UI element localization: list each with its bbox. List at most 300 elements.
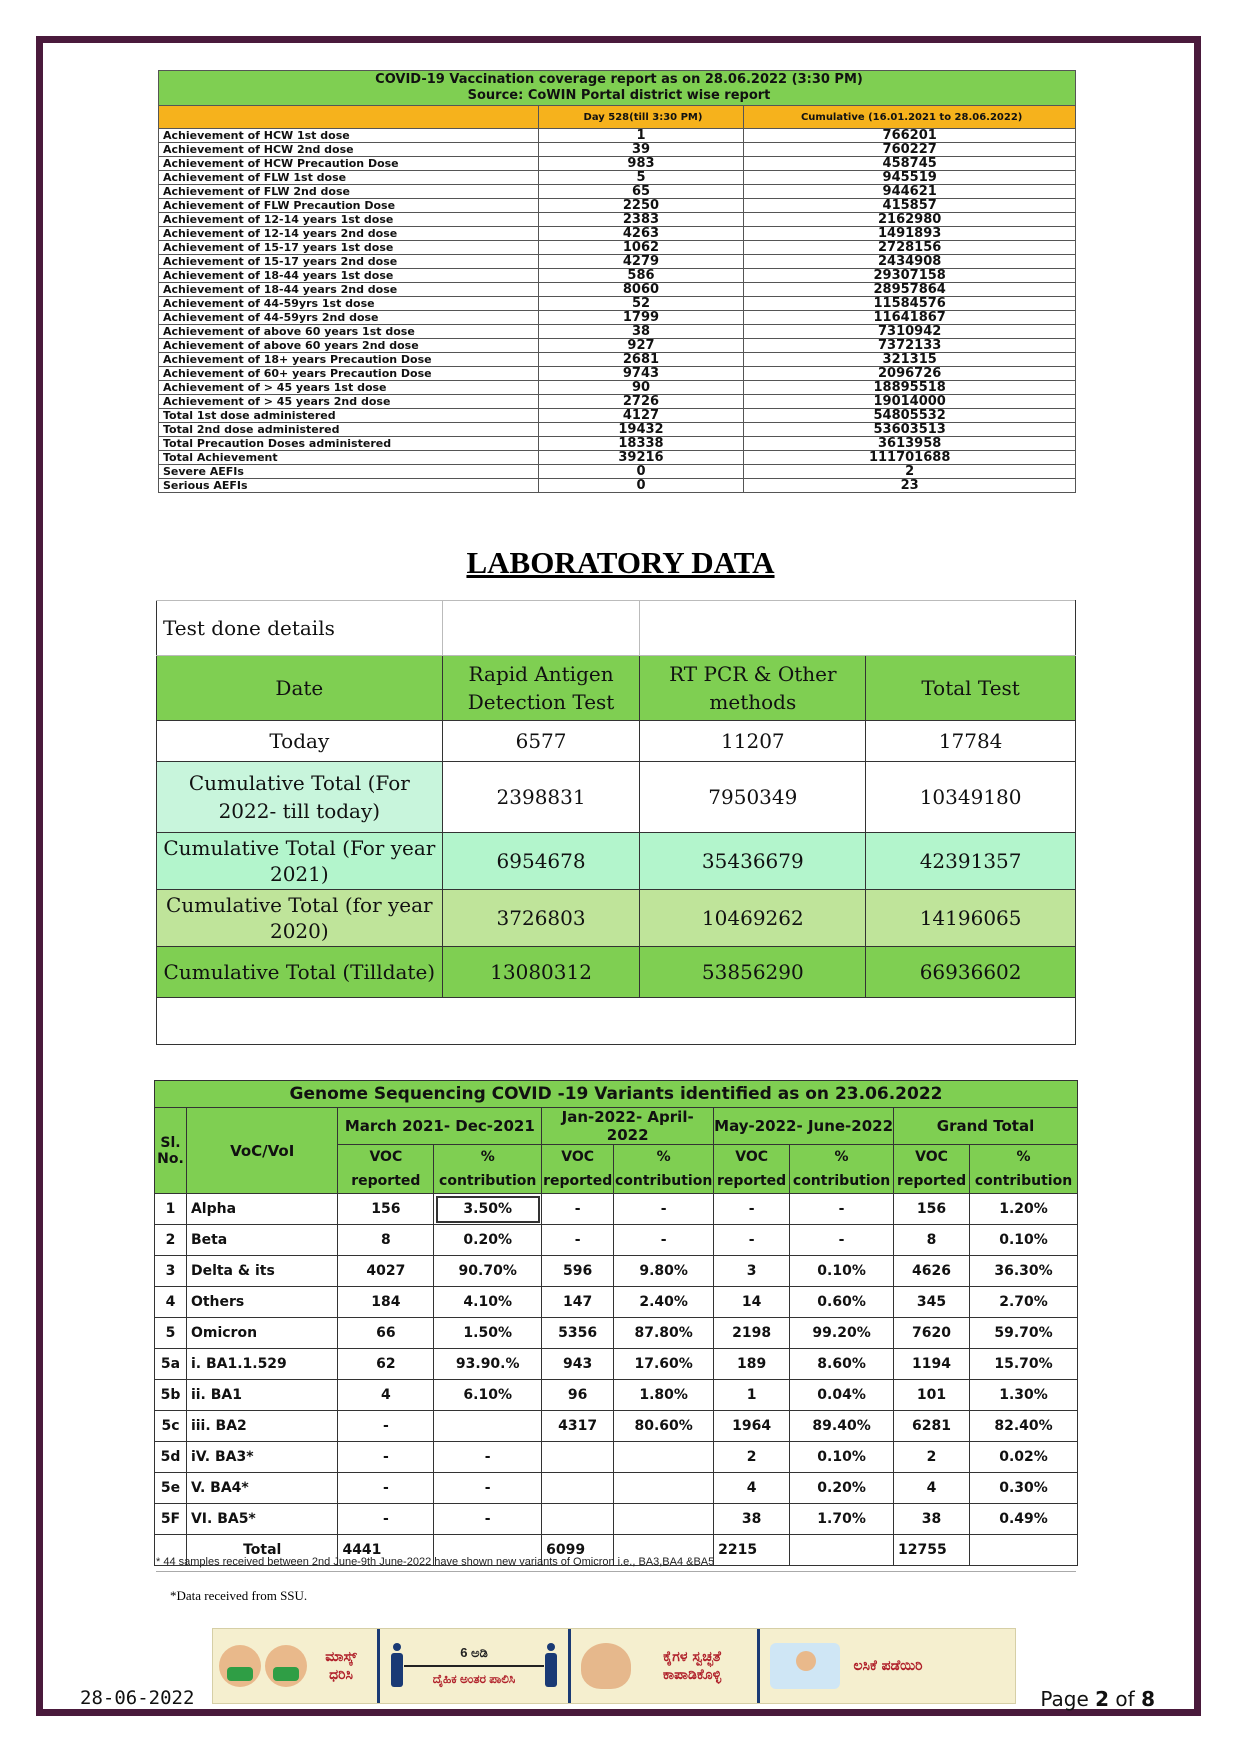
genome-period-1: March 2021- Dec-2021 — [338, 1108, 542, 1145]
genome-voc-value: 62 — [338, 1349, 434, 1380]
genome-variant-name: i. BA1.1.529 — [186, 1349, 338, 1380]
vaccination-label: Achievement of HCW 1st dose — [159, 129, 539, 143]
genome-variant-name: Beta — [186, 1225, 338, 1256]
genome-row — [155, 1256, 1078, 1287]
genome-voc-value: 4027 — [338, 1256, 434, 1287]
vaccination-title-row — [159, 71, 1076, 106]
genome-pct-value — [614, 1504, 714, 1535]
vaccination-cumulative-value: 28957864 — [744, 283, 1076, 297]
genome-row — [155, 1473, 1078, 1504]
vaccination-cumulative-value: 23 — [744, 479, 1076, 493]
genome-pct-value: - — [614, 1225, 714, 1256]
vaccination-day-value: 1062 — [538, 241, 744, 255]
lab-rtpcr-value: 11207 — [640, 721, 866, 762]
vaccination-day-value: 1799 — [538, 311, 744, 325]
lab-title — [0, 545, 1241, 581]
genome-pct-value: 9.80% — [614, 1256, 714, 1287]
vaccination-row — [159, 129, 1076, 143]
genome-voc-value: 7620 — [894, 1318, 970, 1349]
genome-voc-value: - — [542, 1225, 614, 1256]
lab-header-rtpcr: RT PCR & Other methods — [640, 656, 866, 721]
genome-pct-value — [614, 1473, 714, 1504]
vaccination-label: Total Achievement — [159, 451, 539, 465]
genome-variant-name: Alpha — [186, 1194, 338, 1225]
vaccination-row — [159, 283, 1076, 297]
genome-voc-value: 4 — [338, 1380, 434, 1411]
genome-voc-value: 38 — [714, 1504, 790, 1535]
vaccination-row — [159, 381, 1076, 395]
genome-row — [155, 1349, 1078, 1380]
banner-distance-segment — [380, 1629, 571, 1703]
lab-header-date: Date — [157, 656, 443, 721]
lab-header-row — [157, 656, 1076, 721]
genome-total-v2: 6099 — [542, 1535, 614, 1566]
distance-arrow — [404, 1645, 544, 1687]
genome-voc-value: 38 — [894, 1504, 970, 1535]
arrow-line-icon — [404, 1665, 544, 1667]
lab-rtpcr-value: 7950349 — [640, 762, 866, 833]
genome-pct-value: 99.20% — [790, 1318, 894, 1349]
genome-pct-value: 59.70% — [970, 1318, 1078, 1349]
genome-variant-name: iV. BA3* — [186, 1442, 338, 1473]
lab-rtpcr-value: 10469262 — [640, 890, 866, 947]
vaccination-cumulative-value: 7372133 — [744, 339, 1076, 353]
vaccination-row — [159, 241, 1076, 255]
genome-voc-value: 1964 — [714, 1411, 790, 1442]
genome-voc-value: 66 — [338, 1318, 434, 1349]
genome-voc-value: 943 — [542, 1349, 614, 1380]
footer-date: 28-06-2022 — [80, 1687, 195, 1709]
vaccination-day-value: 5 — [538, 171, 744, 185]
genome-row — [155, 1318, 1078, 1349]
genome-pct-value: 0.04% — [790, 1380, 894, 1411]
genome-voc-value: 2198 — [714, 1318, 790, 1349]
lab-total-value: 17784 — [866, 721, 1076, 762]
genome-voc-value: 596 — [542, 1256, 614, 1287]
lab-row-label: Cumulative Total (Tilldate) — [157, 947, 443, 998]
vaccination-cumulative-value: 53603513 — [744, 423, 1076, 437]
genome-voc-value: - — [714, 1194, 790, 1225]
vaccination-label: Total 1st dose administered — [159, 409, 539, 423]
lab-total-value: 42391357 — [866, 833, 1076, 890]
vaccination-cumulative-value: 29307158 — [744, 269, 1076, 283]
vaccination-day-value: 927 — [538, 339, 744, 353]
genome-total-v3: 2215 — [714, 1535, 790, 1566]
lab-header-rapid: Rapid Antigen Detection Test — [442, 656, 640, 721]
vaccination-day-value: 1 — [538, 129, 744, 143]
lab-row-label: Today — [157, 721, 443, 762]
vaccination-day-value: 983 — [538, 157, 744, 171]
genome-row — [155, 1194, 1078, 1225]
genome-table — [154, 1080, 1078, 1566]
genome-pct-value: 1.20% — [970, 1194, 1078, 1225]
vaccination-cumulative-value: 2728156 — [744, 241, 1076, 255]
genome-sl: 5F — [155, 1504, 187, 1535]
genome-variant-name: ii. BA1 — [186, 1380, 338, 1411]
lab-rapid-value: 6954678 — [442, 833, 640, 890]
genome-row — [155, 1225, 1078, 1256]
genome-pct-value: - — [434, 1473, 542, 1504]
vaccination-row — [159, 465, 1076, 479]
genome-voc-value: 101 — [894, 1380, 970, 1411]
genome-pct-value: 8.60% — [790, 1349, 894, 1380]
vaccination-row — [159, 199, 1076, 213]
genome-pct-value: 0.60% — [790, 1287, 894, 1318]
lab-row-label: Cumulative Total (for year 2020) — [157, 890, 443, 947]
lab-title-text: LABORATORY DATA — [466, 545, 775, 580]
vaccination-row — [159, 353, 1076, 367]
vaccination-cumulative-value: 3613958 — [744, 437, 1076, 451]
genome-sl: 5d — [155, 1442, 187, 1473]
vaccination-row — [159, 185, 1076, 199]
vaccination-cumulative-value: 2096726 — [744, 367, 1076, 381]
genome-pct-value: 2.40% — [614, 1287, 714, 1318]
vaccination-cumulative-value: 415857 — [744, 199, 1076, 213]
vaccination-row — [159, 255, 1076, 269]
genome-pct-value: 6.10% — [434, 1380, 542, 1411]
vaccination-cumulative-value: 766201 — [744, 129, 1076, 143]
vaccination-label: Achievement of 12-14 years 1st dose — [159, 213, 539, 227]
vaccination-cumulative-value: 54805532 — [744, 409, 1076, 423]
lab-row-label: Cumulative Total (For 2022- till today) — [157, 762, 443, 833]
person-icon — [390, 1643, 404, 1689]
genome-variant-name: Others — [186, 1287, 338, 1318]
vaccination-day-value: 2726 — [538, 395, 744, 409]
genome-voc-value: 4 — [714, 1473, 790, 1504]
vaccination-col-cumulative: Cumulative (16.01.2021 to 28.06.2022) — [744, 106, 1076, 129]
vaccination-label: Achievement of 44-59yrs 1st dose — [159, 297, 539, 311]
lab-blank — [640, 601, 1076, 656]
genome-voc-value: 4626 — [894, 1256, 970, 1287]
vaccination-day-value: 586 — [538, 269, 744, 283]
genome-pct-value: 0.10% — [790, 1256, 894, 1287]
genome-pct-value: 15.70% — [970, 1349, 1078, 1380]
genome-pct-value: - — [434, 1504, 542, 1535]
genome-pct-value: 0.10% — [970, 1225, 1078, 1256]
mask-face-icon — [219, 1645, 261, 1687]
vaccination-label: Achievement of 60+ years Precaution Dose — [159, 367, 539, 381]
vaccination-cumulative-value: 11584576 — [744, 297, 1076, 311]
vaccination-day-value: 19432 — [538, 423, 744, 437]
vaccination-row — [159, 367, 1076, 381]
vaccination-label: Achievement of 44-59yrs 2nd dose — [159, 311, 539, 325]
banner-hands-text: ಕೈಗಳ ಸ್ವಚ್ಛತೆ ಕಾಪಾಡಿಕೊಳ್ಳಿ — [662, 1649, 722, 1683]
genome-voc-value: 8 — [338, 1225, 434, 1256]
genome-sub-pct: % contribution — [970, 1145, 1078, 1194]
banner-vaccine-text: ಲಸಿಕೆ ಪಡೆಯಿರಿ — [853, 1658, 923, 1674]
lab-row — [157, 721, 1076, 762]
lab-total-value: 66936602 — [866, 947, 1076, 998]
genome-voc-value: 5356 — [542, 1318, 614, 1349]
lab-rtpcr-value: 53856290 — [640, 947, 866, 998]
genome-pct-value: 80.60% — [614, 1411, 714, 1442]
vaccination-label: Achievement of > 45 years 2nd dose — [159, 395, 539, 409]
lab-header-total: Total Test — [866, 656, 1076, 721]
vaccination-cumulative-value: 944621 — [744, 185, 1076, 199]
genome-voc-value — [542, 1442, 614, 1473]
genome-voc-value: 189 — [714, 1349, 790, 1380]
lab-test-done-label: Test done details — [157, 601, 443, 656]
vaccination-day-value: 52 — [538, 297, 744, 311]
genome-variant-name: iii. BA2 — [186, 1411, 338, 1442]
genome-sl: 1 — [155, 1194, 187, 1225]
vaccination-day-value: 0 — [538, 465, 744, 479]
vaccination-source: Source: CoWIN Portal district wise report — [467, 88, 771, 103]
genome-row — [155, 1380, 1078, 1411]
genome-row — [155, 1442, 1078, 1473]
distance-bottom-text: ದೈಹಿಕ ಅಂತರ ಪಾಲಿಸಿ — [432, 1672, 516, 1686]
banner-vaccine-segment — [760, 1629, 938, 1703]
vaccination-row — [159, 437, 1076, 451]
lab-rapid-value: 2398831 — [442, 762, 640, 833]
genome-pct-value: 90.70% — [434, 1256, 542, 1287]
genome-row — [155, 1504, 1078, 1535]
mask-face-icon — [265, 1645, 307, 1687]
genome-pct-value: - — [790, 1194, 894, 1225]
lab-rapid-value: 3726803 — [442, 890, 640, 947]
genome-sub-voc: VOC reported — [338, 1145, 434, 1194]
vaccination-row — [159, 213, 1076, 227]
vaccination-label: Achievement of 18-44 years 1st dose — [159, 269, 539, 283]
vaccination-cumulative-value: 1491893 — [744, 227, 1076, 241]
vaccination-row — [159, 171, 1076, 185]
footer-page-of: of — [1109, 1687, 1142, 1711]
genome-pct-value: - — [614, 1194, 714, 1225]
genome-sub-voc: VOC reported — [542, 1145, 614, 1194]
genome-row — [155, 1411, 1078, 1442]
vaccination-cumulative-value: 321315 — [744, 353, 1076, 367]
genome-footnote: * 44 samples received between 2nd June-9th June-2022 have shown new variants of Omicron i.e., BA3,BA4 &BA5 — [156, 1556, 1076, 1572]
vaccination-cumulative-value: 19014000 — [744, 395, 1076, 409]
genome-pct-value: - — [434, 1442, 542, 1473]
genome-period-2: Jan-2022- April-2022 — [542, 1108, 714, 1145]
footer-page — [1040, 1687, 1155, 1711]
vaccination-cumulative-value: 7310942 — [744, 325, 1076, 339]
lab-table — [156, 600, 1076, 1045]
vaccination-day-value: 4279 — [538, 255, 744, 269]
lab-blank — [442, 601, 640, 656]
genome-sl: 3 — [155, 1256, 187, 1287]
genome-voc-value: 96 — [542, 1380, 614, 1411]
lab-test-done-row — [157, 601, 1076, 656]
vaccination-cumulative-value: 18895518 — [744, 381, 1076, 395]
genome-voc-header: VoC/VoI — [186, 1108, 338, 1194]
lab-row — [157, 947, 1076, 998]
genome-pct-value: 87.80% — [614, 1318, 714, 1349]
vaccination-table — [158, 70, 1076, 493]
genome-sl: 2 — [155, 1225, 187, 1256]
vaccination-row — [159, 451, 1076, 465]
vaccination-day-value: 39 — [538, 143, 744, 157]
genome-pct-value: 1.50% — [434, 1318, 542, 1349]
vaccination-day-value: 18338 — [538, 437, 744, 451]
vaccination-day-value: 90 — [538, 381, 744, 395]
genome-voc-value: 156 — [338, 1194, 434, 1225]
genome-sl: 4 — [155, 1287, 187, 1318]
vaccination-label: Achievement of FLW Precaution Dose — [159, 199, 539, 213]
lab-total-value: 10349180 — [866, 762, 1076, 833]
genome-total-v1: 4441 — [338, 1535, 434, 1566]
vaccination-row — [159, 297, 1076, 311]
genome-pct-value: 17.60% — [614, 1349, 714, 1380]
hand-wash-icon — [581, 1643, 631, 1689]
genome-sl: 5e — [155, 1473, 187, 1504]
vaccination-row — [159, 269, 1076, 283]
vaccination-body — [159, 129, 1076, 493]
lab-rtpcr-value: 35436679 — [640, 833, 866, 890]
genome-voc-value: 345 — [894, 1287, 970, 1318]
vaccination-cumulative-value: 2162980 — [744, 213, 1076, 227]
genome-pct-value: 0.49% — [970, 1504, 1078, 1535]
genome-voc-value: 1194 — [894, 1349, 970, 1380]
vaccination-label: Achievement of HCW Precaution Dose — [159, 157, 539, 171]
person-icon — [544, 1643, 558, 1689]
distance-top-text: 6 ಅಡಿ — [460, 1645, 488, 1660]
vaccination-header-blank — [159, 106, 539, 129]
vaccination-label: Achievement of FLW 1st dose — [159, 171, 539, 185]
genome-voc-value: - — [338, 1504, 434, 1535]
vaccination-col-day: Day 528(till 3:30 PM) — [538, 106, 744, 129]
genome-voc-value: 8 — [894, 1225, 970, 1256]
vaccination-day-value: 2681 — [538, 353, 744, 367]
genome-pct-value: 1.80% — [614, 1380, 714, 1411]
genome-pct-value: 0.02% — [970, 1442, 1078, 1473]
genome-voc-value — [542, 1504, 614, 1535]
ssu-note: *Data received from SSU. — [170, 1588, 308, 1603]
genome-period-row — [155, 1108, 1078, 1145]
vaccination-icon — [770, 1643, 840, 1689]
footer-page-prefix: Page — [1040, 1687, 1096, 1711]
genome-voc-value: - — [338, 1411, 434, 1442]
genome-title-row — [155, 1081, 1078, 1108]
genome-total-label: Total — [186, 1535, 338, 1566]
genome-voc-value: 1 — [714, 1380, 790, 1411]
genome-voc-value: 3 — [714, 1256, 790, 1287]
vaccination-label: Achievement of 18+ years Precaution Dose — [159, 353, 539, 367]
lab-empty-row — [157, 998, 1076, 1045]
vaccination-day-value: 2250 — [538, 199, 744, 213]
genome-pct-value: 0.20% — [434, 1225, 542, 1256]
genome-voc-value: - — [338, 1442, 434, 1473]
genome-pct-value: 4.10% — [434, 1287, 542, 1318]
genome-pct-value: 0.30% — [970, 1473, 1078, 1504]
genome-pct-value — [614, 1442, 714, 1473]
vaccination-header-row — [159, 106, 1076, 129]
genome-variant-name: Omicron — [186, 1318, 338, 1349]
genome-voc-value: - — [542, 1194, 614, 1225]
genome-pct-value: 36.30% — [970, 1256, 1078, 1287]
vaccination-day-value: 4263 — [538, 227, 744, 241]
vaccination-row — [159, 423, 1076, 437]
genome-period-3: May-2022- June-2022 — [714, 1108, 894, 1145]
vaccination-label: Total Precaution Doses administered — [159, 437, 539, 451]
genome-title: Genome Sequencing COVID -19 Variants identified as on 23.06.2022 — [155, 1081, 1078, 1108]
vaccination-cumulative-value: 111701688 — [744, 451, 1076, 465]
covid-awareness-banner — [212, 1628, 1016, 1704]
vaccination-row — [159, 479, 1076, 493]
vaccination-day-value: 4127 — [538, 409, 744, 423]
vaccination-title: COVID-19 Vaccination coverage report as on 28.06.2022 (3:30 PM) — [375, 72, 863, 87]
genome-pct-value: 0.10% — [790, 1442, 894, 1473]
vaccination-label: Achievement of 15-17 years 1st dose — [159, 241, 539, 255]
genome-pct-value: 89.40% — [790, 1411, 894, 1442]
genome-voc-value: 2 — [714, 1442, 790, 1473]
genome-body — [155, 1194, 1078, 1535]
vaccination-cumulative-value: 945519 — [744, 171, 1076, 185]
vaccination-cumulative-value: 760227 — [744, 143, 1076, 157]
genome-voc-value: 4317 — [542, 1411, 614, 1442]
vaccination-label: Achievement of 15-17 years 2nd dose — [159, 255, 539, 269]
lab-body — [157, 721, 1076, 998]
genome-row — [155, 1287, 1078, 1318]
footer-page-total: 8 — [1141, 1687, 1155, 1711]
genome-variant-name: VI. BA5* — [186, 1504, 338, 1535]
vaccination-day-value: 39216 — [538, 451, 744, 465]
vaccination-cumulative-value: 11641867 — [744, 311, 1076, 325]
genome-voc-value: 14 — [714, 1287, 790, 1318]
genome-voc-value: 147 — [542, 1287, 614, 1318]
banner-hands-segment — [571, 1629, 760, 1703]
vaccination-cumulative-value: 458745 — [744, 157, 1076, 171]
vaccination-row — [159, 157, 1076, 171]
footer-page-number: 2 — [1095, 1687, 1110, 1711]
vaccination-cumulative-value: 2 — [744, 465, 1076, 479]
lab-total-value: 14196065 — [866, 890, 1076, 947]
genome-pct-value: 93.90.% — [434, 1349, 542, 1380]
vaccination-label: Achievement of HCW 2nd dose — [159, 143, 539, 157]
vaccination-row — [159, 409, 1076, 423]
vaccination-label: Achievement of above 60 years 1st dose — [159, 325, 539, 339]
vaccination-row — [159, 339, 1076, 353]
genome-voc-value: - — [714, 1225, 790, 1256]
vaccination-label: Achievement of above 60 years 2nd dose — [159, 339, 539, 353]
genome-pct-value: 2.70% — [970, 1287, 1078, 1318]
genome-pct-value: 3.50% — [434, 1194, 542, 1225]
genome-voc-value — [542, 1473, 614, 1504]
lab-row — [157, 890, 1076, 947]
vaccination-label: Total 2nd dose administered — [159, 423, 539, 437]
vaccination-row — [159, 325, 1076, 339]
lab-rapid-value: 13080312 — [442, 947, 640, 998]
vaccination-label: Achievement of FLW 2nd dose — [159, 185, 539, 199]
vaccination-row — [159, 143, 1076, 157]
genome-variant-name: V. BA4* — [186, 1473, 338, 1504]
genome-sl: 5a — [155, 1349, 187, 1380]
genome-sub-pct: % contribution — [434, 1145, 542, 1194]
genome-pct-value: 82.40% — [970, 1411, 1078, 1442]
genome-sl: 5b — [155, 1380, 187, 1411]
genome-pct-value — [434, 1411, 542, 1442]
banner-mask-text: ಮಾಸ್ಕ್ ಧರಿಸಿ — [325, 1649, 357, 1683]
genome-voc-value: 156 — [894, 1194, 970, 1225]
vaccination-title-cell — [159, 71, 1076, 106]
lab-row — [157, 762, 1076, 833]
vaccination-day-value: 38 — [538, 325, 744, 339]
genome-sub-voc: VOC reported — [714, 1145, 790, 1194]
vaccination-row — [159, 227, 1076, 241]
genome-pct-value: 0.20% — [790, 1473, 894, 1504]
genome-period-total: Grand Total — [894, 1108, 1078, 1145]
genome-voc-value: 4 — [894, 1473, 970, 1504]
genome-voc-value: - — [338, 1473, 434, 1504]
genome-voc-value: 6281 — [894, 1411, 970, 1442]
genome-pct-value: 1.70% — [790, 1504, 894, 1535]
lab-row — [157, 833, 1076, 890]
genome-sl: 5 — [155, 1318, 187, 1349]
lab-empty-cell — [157, 998, 1076, 1045]
genome-sl-header: Sl. No. — [155, 1108, 187, 1194]
lab-rapid-value: 6577 — [442, 721, 640, 762]
